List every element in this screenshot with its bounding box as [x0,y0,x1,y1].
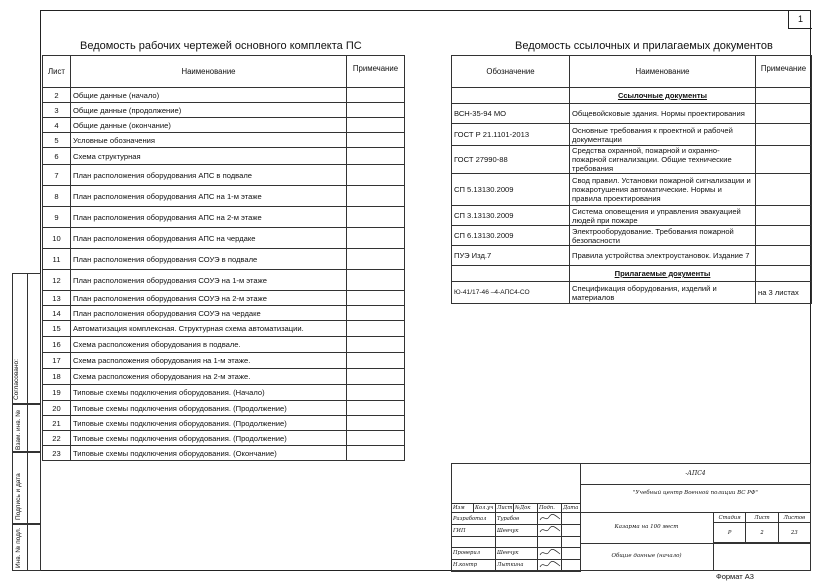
stamp-role: Разработал [452,513,496,525]
strip-sign-date-label: Подпись и дата [15,473,22,520]
doc-note [756,246,812,266]
documents-table [451,55,812,304]
doc-note [756,174,812,206]
stamp-date [562,525,581,537]
stamp-code: -АПС4 [685,470,706,477]
drawings-table-header [43,56,405,88]
table-row [452,104,812,124]
drawing-note [347,385,405,401]
sheet-num: 4 [43,118,71,133]
drawing-name: План расположения оборудования АПС на 2-м этаже [71,207,347,228]
section-pad [756,88,812,104]
stamp-role: Н.контр [452,559,496,571]
doc-code: ГОСТ Р 21.1101-2013 [452,124,570,146]
table-row [452,246,812,266]
drawings-table [42,55,405,461]
drawing-note [347,133,405,148]
sheet-num: 6 [43,148,71,165]
sheets-value: 23 [778,523,810,543]
table-row [43,401,405,416]
col-code-header: Обозначение [452,56,570,88]
table-row [43,249,405,270]
stamp-doc-title: Общие данные (начало) [611,553,682,559]
format-label: Формат А3 [716,572,754,581]
doc-note [756,226,812,246]
stamp-date [562,537,581,548]
drawing-note [347,148,405,165]
drawing-name: Схема структурная [71,148,347,165]
signature-scribble [539,525,561,534]
table-row [43,337,405,353]
stamp-role-row [452,513,581,525]
section-title: Ссылочные документы [570,88,756,104]
col-sheet-header: Лист [43,56,71,88]
table-row [43,291,405,306]
drawing-name: Автоматизация комплексная. Структурная схема автоматизации. [71,321,347,337]
table-row [43,133,405,148]
drawing-note [347,401,405,416]
sheet-num: 16 [43,337,71,353]
drawing-note [347,88,405,103]
stamp-person: Шевчук [496,525,538,537]
table-row [43,321,405,337]
stamp-person: Турабов [496,513,538,525]
drawing-note [347,103,405,118]
doc-note: на 3 листах [756,282,812,304]
stamp-roles-table [451,503,581,572]
section-row [452,266,812,282]
drawing-name: План расположения оборудования АПС в подвале [71,165,347,186]
sheet-num: 3 [43,103,71,118]
drawing-name: Общие данные (окончание) [71,118,347,133]
drawing-name: Общие данные (начало) [71,88,347,103]
col-docnote-header: Примечание [756,56,812,88]
stamp-date [562,559,581,571]
stamp-org: "Учебный центр Военной полиции ВС РФ" [633,490,758,496]
signature-scribble [539,560,561,569]
table-row [452,174,812,206]
doc-code: ГОСТ 27990-88 [452,146,570,174]
signature-scribble [539,548,561,557]
table-row [43,103,405,118]
table-row [43,369,405,385]
table-row [43,186,405,207]
doc-name: Правила устройства электроустановок. Издание 7 [570,246,756,266]
drawing-note [347,270,405,291]
drawing-note [347,337,405,353]
section-row [452,88,812,104]
doc-code: ВСН-35-94 МО [452,104,570,124]
stamp-line [580,484,811,485]
signature-scribble [539,513,561,522]
stamp-col-header: Дата [562,504,581,513]
stamp-role: Проверил [452,547,496,559]
drawing-name: План расположения оборудования СОУЭ на 2-м этаже [71,291,347,306]
table-row [43,270,405,291]
sheet-num: 23 [43,446,71,461]
sheet-num: 21 [43,416,71,431]
section-pad [756,266,812,282]
stamp-role-row [452,559,581,571]
stamp-signature [538,513,562,525]
stamp-col-header: Лист [497,505,513,511]
strip-inv-orig-label: Инв. № подл. [15,527,22,568]
table-row [452,124,812,146]
doc-name: Свод правил. Установки пожарной сигнализации и пожаротушения автоматические. Нормы и правила проектирования [570,174,756,206]
sheet-num: 2 [43,88,71,103]
sheets-label: Листов [778,513,810,523]
sheet-value: 2 [746,523,778,543]
stamp-signature [538,559,562,571]
table-row [43,88,405,103]
stamp-signature [538,525,562,537]
sheet-num: 5 [43,133,71,148]
drawing-name: Схема расположения оборудования в подвале. [71,337,347,353]
sheet-num: 22 [43,431,71,446]
stamp-col-header: Изм [452,504,474,513]
stamp-role: ГИП [452,525,496,537]
stamp-signature [538,547,562,559]
doc-name: Средства охранной, пожарной и охранно-пожарной сигнализации. Общие технические требования [570,146,756,174]
stamp-date [562,547,581,559]
table-row [43,353,405,369]
drawing-note [347,353,405,369]
doc-code: СП 5.13130.2009 [452,174,570,206]
doc-code: Ю-41/17-46 –4-АПС4-СО [452,282,570,304]
left-title: Ведомость рабочих чертежей основного комплекта ПС [80,40,362,52]
drawing-note [347,165,405,186]
stamp-col-header: №Док [514,504,538,513]
sheet-num: 11 [43,249,71,270]
doc-note [756,124,812,146]
drawing-name: План расположения оборудования АПС на чердаке [71,228,347,249]
stamp-role-row [452,547,581,559]
drawing-name: Условные обозначения [71,133,347,148]
doc-name: Общевойсковые здания. Нормы проектирования [570,104,756,124]
drawing-name: Типовые схемы подключения оборудования. (Окончание) [71,446,347,461]
sheet-label: Лист [746,513,778,523]
table-row [43,118,405,133]
drawing-name: План расположения оборудования АПС на 1-м этаже [71,186,347,207]
table-row [452,282,812,304]
drawing-name: План расположения оборудования СОУЭ на чердаке [71,306,347,321]
table-row [43,207,405,228]
table-row [452,206,812,226]
drawing-name: Типовые схемы подключения оборудования. (Начало) [71,385,347,401]
section-title: Прилагаемые документы [570,266,756,282]
sheet-num: 17 [43,353,71,369]
doc-code: СП 3.13130.2009 [452,206,570,226]
col-name-header: Наименование [71,56,347,88]
stamp-building: Казарма на 100 мест [614,524,679,530]
stage-label: Стадия [714,513,746,523]
stamp-date [562,513,581,525]
drawing-note [347,369,405,385]
drawing-note [347,416,405,431]
doc-note [756,206,812,226]
drawing-name: Типовые схемы подключения оборудования. (Продолжение) [71,416,347,431]
stamp-person: Лыткина [496,559,538,571]
drawing-note [347,228,405,249]
drawing-note [347,186,405,207]
drawing-note [347,207,405,228]
sheet-num: 12 [43,270,71,291]
right-title: Ведомость ссылочных и прилагаемых документов [515,40,773,52]
sheet-num: 15 [43,321,71,337]
stamp-person [496,537,538,548]
sheet-num: 10 [43,228,71,249]
table-row [43,148,405,165]
table-row [43,416,405,431]
table-row [43,431,405,446]
doc-name: Спецификация оборудования, изделий и материалов [570,282,756,304]
drawing-note [347,291,405,306]
strip-inv-replace-label: Взам. инв. № [15,409,22,450]
sheet-num: 18 [43,369,71,385]
sheet-num: 9 [43,207,71,228]
drawing-note [347,431,405,446]
drawing-note [347,446,405,461]
doc-name: Электрооборудование. Требования пожарной безопасности [570,226,756,246]
stamp-signature [538,537,562,548]
doc-note [756,146,812,174]
sheet-num: 20 [43,401,71,416]
drawing-name: Типовые схемы подключения оборудования. (Продолжение) [71,401,347,416]
doc-name: Система оповещения и управления эвакуацией людей при пожаре [570,206,756,226]
drawing-note [347,321,405,337]
stamp-col-header: Подп. [538,504,562,513]
stamp-role [452,537,496,548]
section-pad [452,88,570,104]
col-note-header: Примечание [347,56,405,88]
doc-note [756,104,812,124]
sheet-num: 14 [43,306,71,321]
col-docname-header: Наименование [570,56,756,88]
sheet-num: 8 [43,186,71,207]
table-row [43,165,405,186]
strip-agreed-label: Согласовано: [13,359,20,400]
table-row [43,446,405,461]
stamp-person: Шевчук [496,547,538,559]
section-pad [452,266,570,282]
sheet-number: 1 [797,14,803,24]
drawing-name: План расположения оборудования СОУЭ в подвале [71,249,347,270]
sheet-num: 13 [43,291,71,306]
drawing-note [347,118,405,133]
stamp-role-row [452,537,581,548]
drawing-name: Схема расположения оборудования на 2-м этаже. [71,369,347,385]
doc-code: ПУЭ Изд.7 [452,246,570,266]
drawing-name: Типовые схемы подключения оборудования. (Продолжение) [71,431,347,446]
drawing-name: Общие данные (продолжение) [71,103,347,118]
documents-table-header [452,56,812,88]
doc-name: Основные требования к проектной и рабочей документации [570,124,756,146]
drawing-name: Схема расположения оборудования на 1-м этаже. [71,353,347,369]
drawing-note [347,249,405,270]
stamp-line3 [580,543,811,544]
stamp-col-header: Кол.уч [474,504,496,513]
table-row [43,306,405,321]
sheet-num: 19 [43,385,71,401]
doc-code: СП 6.13130.2009 [452,226,570,246]
sheet-number-box [788,10,812,29]
drawing-note [347,306,405,321]
stamp-header-row [452,504,581,513]
table-row [452,146,812,174]
stamp-role-row [452,525,581,537]
sheet-num: 7 [43,165,71,186]
drawing-name: План расположения оборудования СОУЭ на 1-м этаже [71,270,347,291]
table-row [43,385,405,401]
stamp-stage-table [713,512,811,543]
table-row [43,228,405,249]
table-row [452,226,812,246]
stage-value: Р [714,523,746,543]
